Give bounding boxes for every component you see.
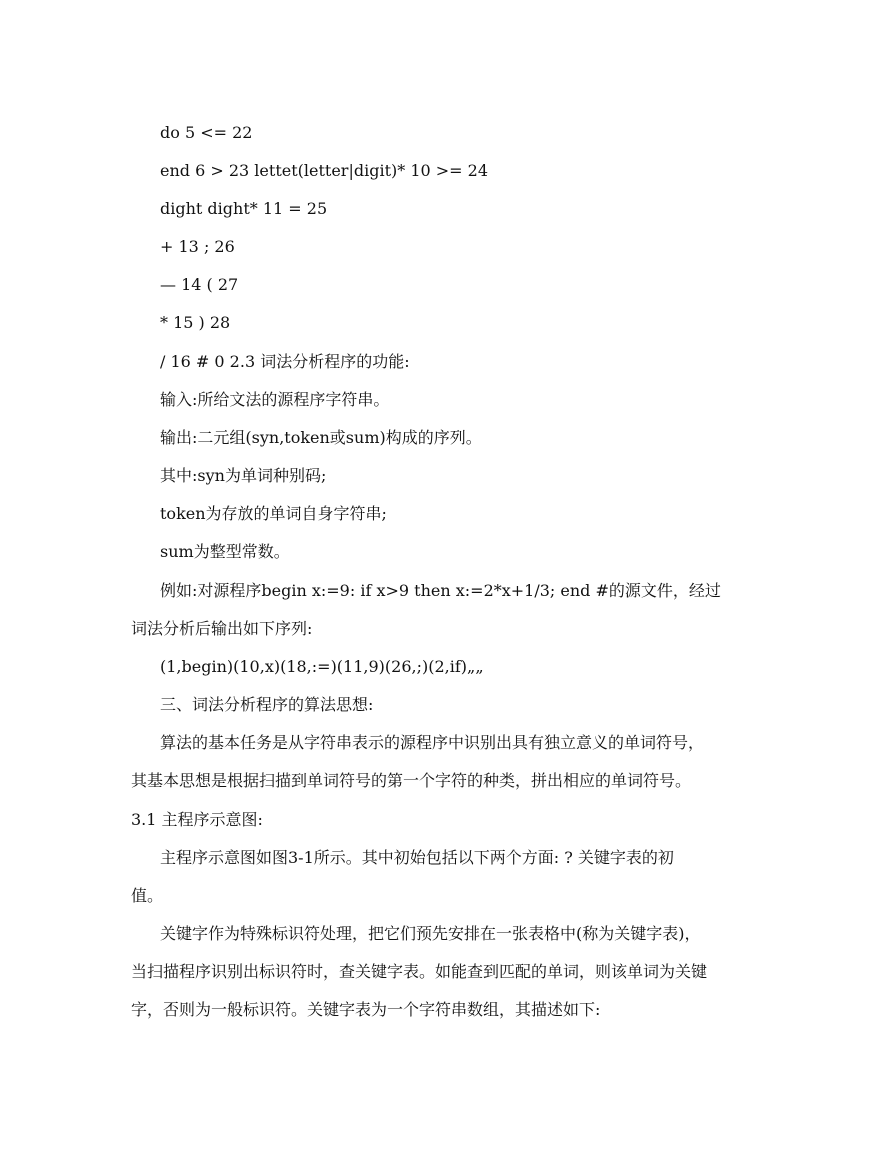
subsection-heading-main-program: 3.1 主程序示意图: (131, 810, 263, 829)
text-line-keyword-table-cont1: 当扫描程序识别出标识符时，查关键字表。如能查到匹配的单词，则该单词为关键 (131, 962, 708, 981)
text-line-task: 算法的基本任务是从字符串表示的源程序中识别出具有独立意义的单词符号， (160, 733, 705, 752)
text-line-dight: dight dight* 11 = 25 (160, 199, 328, 218)
text-line-sequence: (1,begin)(10,x)(18,:=)(11,9)(26,;)(2,if)„„ (160, 657, 484, 676)
text-line-keyword-do: do 5 <= 22 (160, 123, 253, 142)
text-line-example: 例如:对源程序begin x:=9: if x>9 then x:=2*x+1/3; end #的源文件，经过 (160, 581, 721, 600)
text-line-syn: 其中:syn为单词种别码; (160, 466, 327, 485)
text-line-keyword-end: end 6 > 23 lettet(letter|digit)* 10 >= 24 (160, 161, 489, 180)
text-line-sum: sum为整型常数。 (160, 542, 290, 561)
text-line-example-cont: 词法分析后输出如下序列: (131, 619, 313, 638)
text-line-input: 输入:所给文法的源程序字符串。 (160, 390, 390, 409)
text-line-slash-heading: / 16 # 0 2.3 词法分析程序的功能: (160, 352, 410, 371)
text-line-main-program: 主程序示意图如图3-1所示。其中初始包括以下两个方面: ? 关键字表的初 (160, 848, 674, 867)
text-line-plus: + 13 ; 26 (160, 237, 235, 256)
text-line-minus: — 14 ( 27 (160, 275, 239, 294)
text-line-token: token为存放的单词自身字符串; (160, 504, 387, 523)
text-line-task-cont: 其基本思想是根据扫描到单词符号的第一个字符的种类，拼出相应的单词符号。 (131, 771, 692, 790)
text-line-keyword-table-cont2: 字，否则为一般标识符。关键字表为一个字符串数组，其描述如下: (131, 1000, 601, 1019)
text-line-main-program-cont: 值。 (131, 886, 164, 905)
text-line-keyword-table: 关键字作为特殊标识符处理，把它们预先安排在一张表格中(称为关键字表)， (160, 924, 701, 943)
text-line-output: 输出:二元组(syn,token或sum)构成的序列。 (160, 428, 482, 447)
text-line-star: * 15 ) 28 (160, 313, 231, 332)
section-heading-algorithm: 三、词法分析程序的算法思想: (160, 695, 374, 714)
